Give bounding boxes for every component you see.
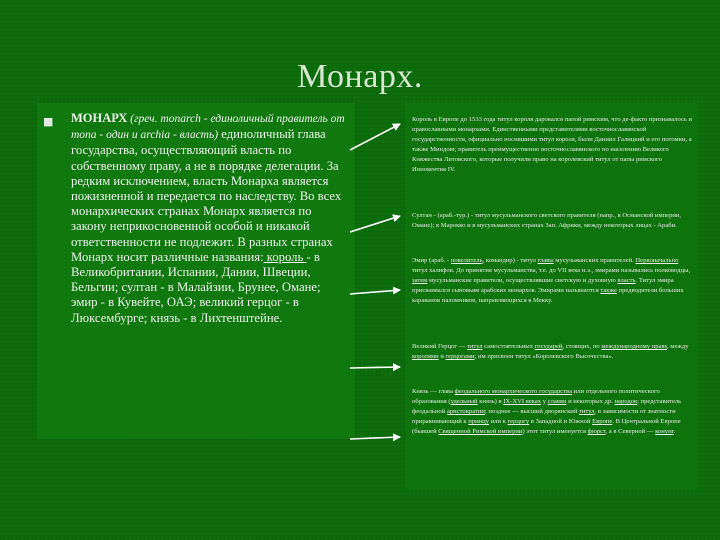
term-heading: МОНАРХ — [71, 111, 128, 125]
paragraph-sultan: Султан - (араб.-тур.) - титул мусульманского светского правителя (напр., в Османской империи, Омане); в Марокко и в мусульманских странах Зап. Африки, между некоторых лицах - Араби. — [412, 212, 682, 229]
paragraph-gertsog: Великий Герцог — титул самостоятельных государей, стоящих, по международному праву, между королями и герцогами; им присвоен титул «Королевского Высочества». — [412, 343, 689, 360]
link-gertsogu[interactable]: герцогу — [507, 418, 530, 425]
arrow-to-emir — [350, 290, 400, 294]
link-aristokratii[interactable]: аристократии — [446, 408, 485, 415]
arrow-to-sultan — [350, 216, 400, 232]
etymology: (греч. monarch - единоличный правитель от mona - один и archia - власть) — [71, 113, 345, 142]
link-pervonachalno[interactable]: Первоначально — [635, 257, 679, 264]
paragraph-emir: Эмир (араб. - повелитель, командир) - титул главы мусульманских правителей. Первоначально титул халифов. До принятия мусульманства, т.е. до VII века н.э., эмирами назывались полководцы, затем мусульманские правители, осуществлявшие светскую и духовную власть. Титул эмира присваивался сыновьям арабских монархов. Эмирами называются также предводители больших караванов паломников, направляющихся в Мекку. — [412, 257, 691, 304]
link-mezhdunarodnoe-pravo[interactable]: международному праву — [601, 343, 667, 350]
paragraph-knyaz: Князь — глава феодального монархического государства или отдельного политического образования (удельный князь) в IX-XVI веках у славян и некоторых др. народов; представитель феодальной аристократии; позднее — высший дворянский титул, в зависимости от знатности приравнивающий к принцу или к герцогу в Западной и Южной Европе. В Центральной Европе (бывшей Священной Римской империи) этот титул именуется фюрст, а в Северной — конунг. — [412, 388, 682, 435]
link-gertsogami[interactable]: герцогами — [445, 353, 475, 360]
link-svyaschennaya-imperiya[interactable]: Священной Римской империи — [438, 428, 523, 435]
link-evrope[interactable]: Европе — [592, 418, 613, 425]
link-korolyami[interactable]: королями — [412, 353, 439, 360]
link-takzhe[interactable]: также — [600, 287, 617, 294]
link-povelitel[interactable]: повелитель — [450, 257, 483, 264]
link-feodalnoe-gosudarstvo[interactable]: феодального монархического государства — [454, 388, 573, 395]
link-titul[interactable]: титул — [467, 343, 483, 350]
arrow-to-gertsog — [350, 367, 400, 368]
link-fyurst[interactable]: фюрст — [587, 428, 606, 435]
definition-body-2: - в Великобритании, Испании, Дании, Швеции, Бельгии; султан - в Малайзии, Брунее, Омане; эмир - в Кувейте, ОАЭ; великий герцог - в Люксембурге; князь - в Лихтенштейне. — [71, 249, 321, 325]
arrow-to-knyaz — [350, 437, 400, 439]
paragraph-korol: Король в Европе до 1533 года титул короля даровался папой римским, что де-факто признавалось и православными монархами. Единственными представителями восточнославянской государственности, официально носившими титул короля, были Даниил Галицкий и его потомки, а также Миндовг, правитель преимущественно восточнославянского по населению Великого Княжества Литовского, которые получили право на королевский титул от папы римского Иннокентия IV. — [412, 116, 693, 173]
link-udelny[interactable]: удельный — [450, 398, 478, 405]
link-zatem[interactable]: затем — [412, 277, 428, 284]
link-veka[interactable]: IX-XVI веках — [503, 398, 542, 405]
link-gosudarey[interactable]: государей — [534, 343, 563, 350]
link-printsu[interactable]: принцу — [468, 418, 489, 425]
square-bullet-icon: ■ — [43, 115, 54, 128]
link-vlast[interactable]: власть — [617, 277, 636, 284]
link-glavy[interactable]: главы — [537, 257, 554, 264]
link-konung[interactable]: конунг — [655, 428, 674, 435]
link-slavyan[interactable]: славян — [547, 398, 567, 405]
link-korol[interactable]: король — [263, 249, 307, 264]
page-title: Монарх. — [297, 58, 423, 95]
arrow-to-korol — [350, 124, 400, 150]
link-narodov[interactable]: народов — [614, 398, 638, 405]
definition-body-1: единоличный глава государства, осуществляющий власть по собственному праву, а не в порядке делегации. За редким исключением, власть Монарха является пожизненной и передается по наследству. Во всех монархических странах Монарх является по закону неприкосновенной особой и никакой ответственности не подлежит. В разных странах Монарх носит различные названия: — [71, 127, 342, 264]
link-titul-2[interactable]: титул — [579, 408, 595, 415]
